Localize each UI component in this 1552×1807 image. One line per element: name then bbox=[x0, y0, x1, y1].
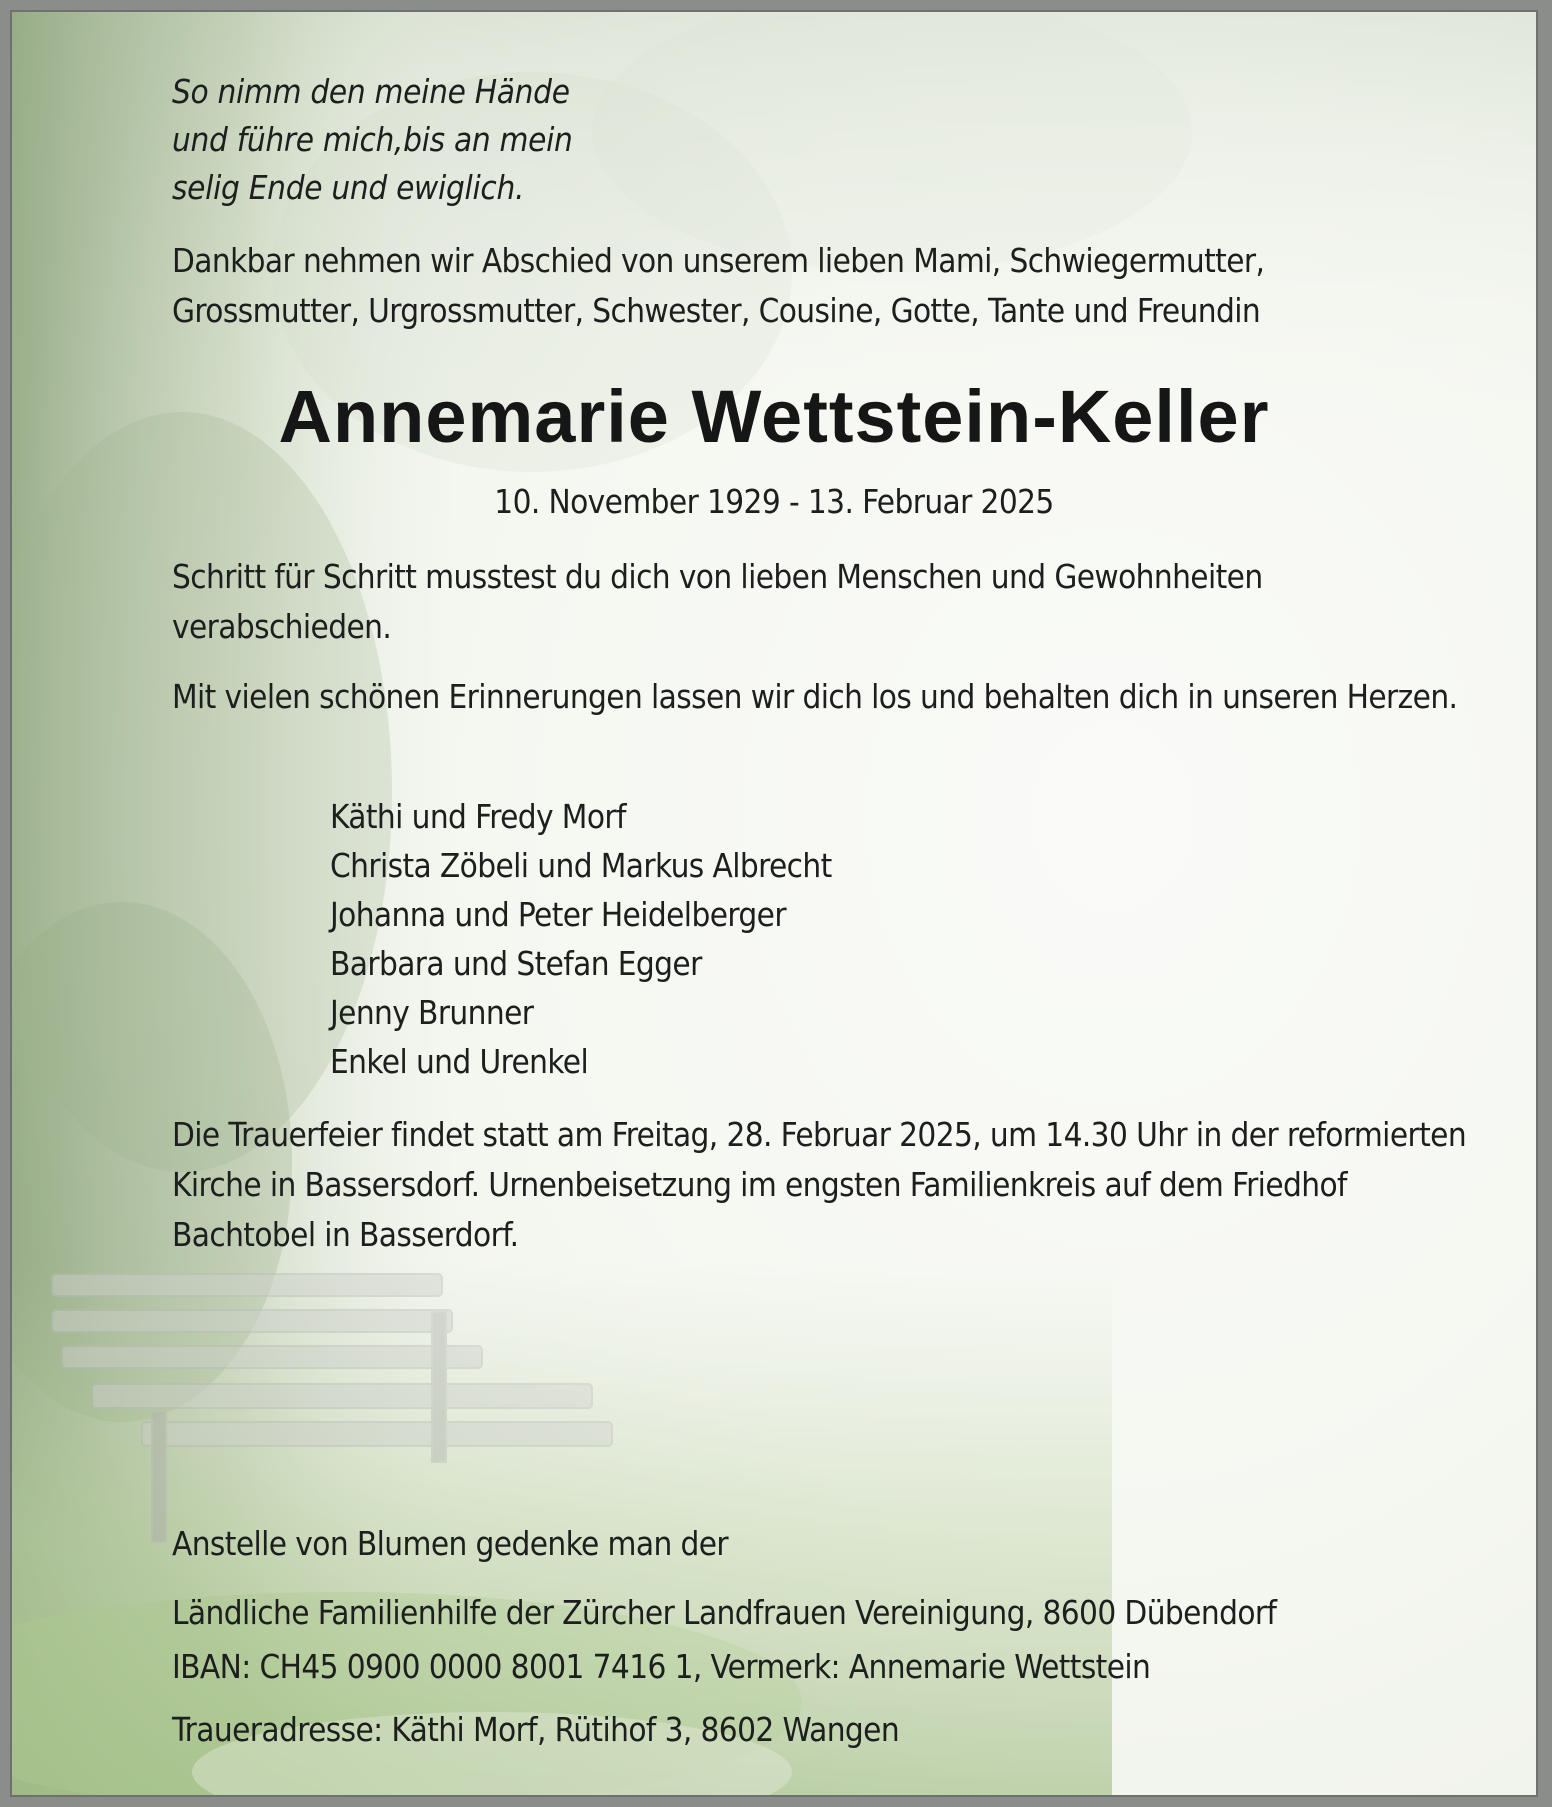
iban-line: IBAN: CH45 0900 0000 8001 7416 1, Vermerk: Annemarie Wettstein bbox=[172, 1647, 1151, 1686]
mourning-address: Traueradresse: Käthi Morf, Rütihof 3, 8602 Wangen bbox=[172, 1710, 900, 1749]
funeral-info: Die Trauerfeier findet statt am Freitag, 28. Februar 2025, um 14.30 Uhr in der reformierten Kirche in Bassersdorf. Urnenbeisetzung im engsten Familienkreis auf dem Friedhof Bachtobel in Basserdorf. bbox=[172, 1115, 1467, 1254]
obituary-card bbox=[10, 10, 1538, 1797]
donation-organization bbox=[172, 1586, 1276, 1694]
intro-line: Grossmutter, Urgrossmutter, Schwester, Cousine, Gotte, Tante und Freundin bbox=[172, 291, 1261, 330]
mourners-list bbox=[330, 792, 832, 1086]
intro-line: Dankbar nehmen wir Abschied von unserem lieben Mami, Schwiegermutter, bbox=[172, 241, 1265, 280]
mourner-entry: Johanna und Peter Heidelberger bbox=[330, 895, 786, 934]
mourner-entry: Käthi und Fredy Morf bbox=[330, 797, 626, 836]
mourner-entry: Enkel und Urenkel bbox=[330, 1042, 589, 1081]
mourner-entry: Christa Zöbeli und Markus Albrecht bbox=[330, 846, 832, 885]
organization-line: Ländliche Familienhilfe der Zürcher Landfrauen Vereinigung, 8600 Dübendorf bbox=[172, 1593, 1277, 1632]
verse-line: und führe mich,bis an mein bbox=[172, 120, 573, 159]
donation-intro: Anstelle von Blumen gedenke man der bbox=[172, 1524, 729, 1563]
memories-paragraph: Mit vielen schönen Erinnerungen lassen wir dich los und behalten dich in unseren Herzen. bbox=[172, 677, 1458, 716]
intro-text bbox=[172, 236, 1264, 336]
mourner-entry: Barbara und Stefan Egger bbox=[330, 944, 702, 983]
verse-line: So nimm den meine Hände bbox=[172, 72, 570, 111]
mourner-entry: Jenny Brunner bbox=[330, 993, 534, 1032]
verse-line: selig Ende und ewiglich. bbox=[172, 168, 525, 207]
verse bbox=[172, 68, 573, 212]
obituary-text bbox=[12, 12, 1536, 1795]
life-dates: 10. November 1929 - 13. Februar 2025 bbox=[494, 482, 1054, 521]
deceased-name: Annemarie Wettstein-Keller bbox=[278, 375, 1270, 458]
farewell-paragraph: Schritt für Schritt musstest du dich von lieben Menschen und Gewohnheiten verabschieden. bbox=[172, 557, 1263, 646]
